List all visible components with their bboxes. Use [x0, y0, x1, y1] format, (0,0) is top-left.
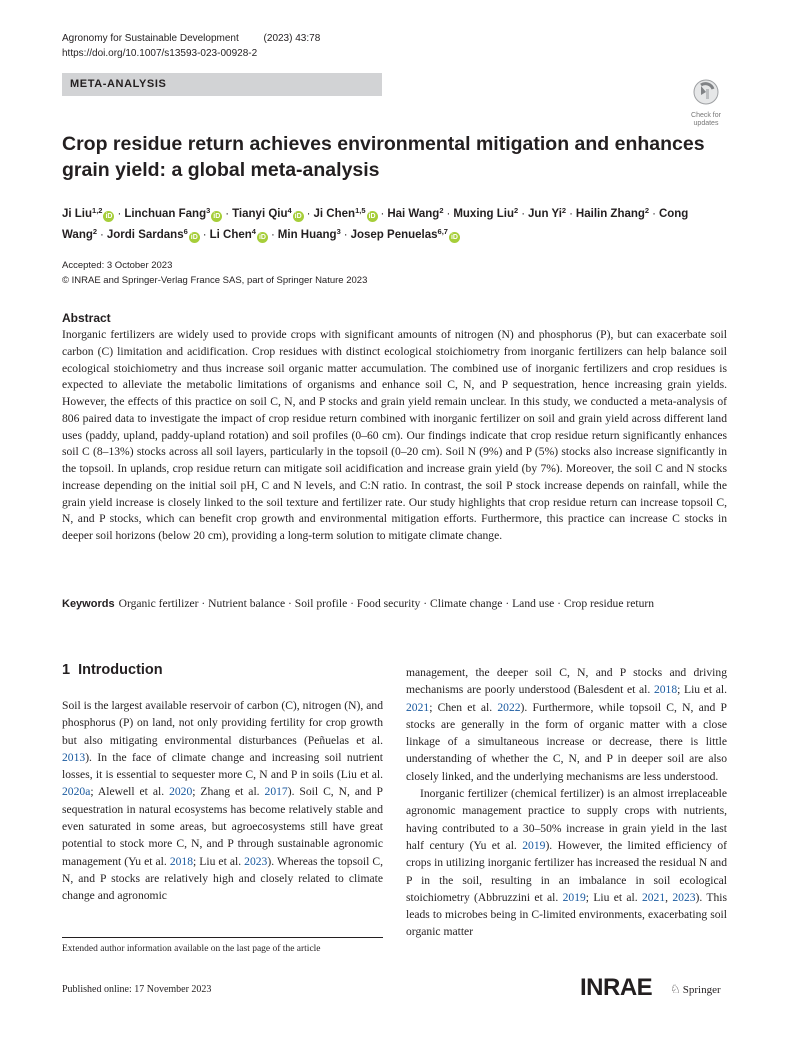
author-name: Li Chen [209, 229, 252, 241]
author-name: Hailin Zhang [575, 208, 645, 220]
intro-left-column [62, 697, 383, 905]
author-affiliation: 6 [183, 227, 188, 236]
citation-link[interactable]: 2023 [244, 854, 268, 868]
orcid-icon[interactable]: iD [294, 213, 302, 220]
body-text: Inorganic fertilizer (chemical fertilizer) is an almost irreplaceable agronomic management practice to supply crops with nutrients, having contributed to a 30–50% increase in grain yield in the last half century (Yu et al. [406, 787, 727, 852]
section-title: Introduction [78, 662, 163, 678]
body-text: ). Whereas the topsoil C, N, and P stocks are relatively high and closely related to climate change and agronomic [62, 854, 383, 903]
orcid-icon[interactable]: iD [190, 234, 198, 241]
author-affiliation: 4 [251, 227, 256, 236]
citation-link[interactable]: 2019 [562, 890, 586, 904]
keywords-text: Organic fertilizer · Nutrient balance · Soil profile · Food security · Climate change · Land use · Crop residue return [118, 597, 655, 610]
citation-link[interactable]: 2023 [672, 890, 696, 904]
section-number: 1 [62, 662, 71, 678]
author [107, 229, 200, 241]
springer-label: Springer [682, 984, 721, 996]
citation-link[interactable]: 2021 [641, 890, 666, 904]
author-affiliation: 2 [514, 206, 519, 215]
body-text: ; Alewell et al. [90, 785, 170, 799]
body-text: ; Liu et al. [677, 683, 727, 697]
author [278, 229, 341, 241]
orcid-icon[interactable]: iD [450, 234, 458, 241]
author [576, 208, 649, 220]
author-affiliation: 6,7 [437, 227, 448, 236]
journal-name: Agronomy for Sustainable Development [62, 33, 239, 44]
body-text: ). Soil C, N, and P sequestration in natural ecosystems has become relatively stable and even saturated in some areas, but agroecosystems still have great potential to stock more C, N, and P through sustainable agronomic management (Yu et al. [62, 785, 383, 868]
author [232, 208, 304, 220]
citation-link[interactable]: 2020 [169, 785, 193, 799]
body-text: ). This leads to microbes being in C-limited environments, exacerbating soil organic matter [406, 890, 727, 939]
footnote-divider [62, 937, 383, 938]
abstract-text: Inorganic fertilizers are widely used to provide crops with significant amounts of nitrogen (N) and phosphorus (P), but can exacerbate soil carbon (C) limitation and acidification. Crop residues with distinct ecological stoichiometry from inorganic fertilizers can help balance soil ecological stoichiometry and thus increase soil organic matter accumulation. The combined use of inorganic fertilizers and crop residues is expected to alleviate the metabolic limitations of organisms and enhance soil C, N, and P sequestration, hence increasing grain yields. However, the effects of this practice on soil C, N, and P stocks and grain yield remain unclear. In this study, we conducted a meta-analysis of 806 paired data to investigate the impact of crop residue return combined with inorganic fertilizer on soil and grain yield across different land uses (paddy, upland, paddy-upland rotation) and soil profiles (0–60 cm). Our findings indicate that crop residue return significantly enhances soil C (8–13%) stocks across all soil layers, particularly in the topsoil (0–20 cm). Soil N (9%) and P (5%) stocks also increase significantly in the topsoil. In uplands, crop residue return can mitigate soil acidification and increase grain yield (by 7%). Moreover, the soil C and N stocks increase depending on the initial soil pH, C and N levels, and C:N ratio. In contrast, the soil P stock increase depends on rainfall, while the grain yield increase is closely linked to the soil texture and fertilizer rate. Our study highlights that crop residue return can increase topsoil C, N, and P stocks, which can benefit crop growth and environmental mitigation efforts. Furthermore, this practice can increase C stocks in deeper soil horizons (below 20 cm), providing a long-term solution to mitigate climate change. [62, 328, 727, 542]
body-text: ). However, the limited efficiency of crops in utilizing inorganic fertilizer has increased the residual N and P in the soil, resulting in an imbalance in soil ecological stoichiometry (Abbruzzini et al. [406, 838, 727, 904]
check-updates-label: Check for updates [691, 112, 721, 127]
citation-link[interactable]: 2020a [62, 785, 91, 799]
author-separator: · [521, 208, 526, 220]
orcid-icon[interactable]: iD [258, 234, 266, 241]
intro-right-column [406, 664, 727, 941]
body-text: ). Furthermore, while topsoil C, N, and P stocks are generally in the form of organic matter with a close linkage of a simultaneous increase or decrease, there is little understanding of whether the C, N, and P in deeper soil are also closely linked, and the underlying mechanisms are less understood. [406, 700, 728, 783]
author [210, 229, 268, 241]
author [387, 208, 443, 220]
journal-volume: (2023) 43:78 [263, 33, 321, 44]
journal-line [62, 33, 320, 44]
intro-paragraph [406, 666, 727, 783]
author-name: Muxing Liu [453, 208, 515, 220]
article-dates [62, 258, 367, 288]
section-heading-introduction [62, 662, 163, 678]
author-affiliation: 2 [439, 206, 444, 215]
author [351, 229, 460, 241]
doi-link[interactable]: https://doi.org/10.1007/s13593-023-00928-2 [62, 48, 258, 59]
footnote: Extended author information available on the last page of the article [62, 944, 321, 954]
author-separator: · [380, 208, 385, 220]
author-name: Cong Wang [62, 208, 689, 241]
citation-link[interactable]: 2022 [497, 700, 521, 714]
intro-paragraph [406, 785, 727, 941]
check-updates-icon [693, 79, 719, 105]
author-affiliation: 2 [644, 206, 650, 215]
author-affiliation: 1,5 [355, 206, 366, 215]
author-affiliation: 3 [336, 227, 341, 236]
author-name: Ji Chen [313, 208, 356, 220]
orcid-icon[interactable]: iD [368, 213, 376, 220]
keywords [62, 596, 727, 613]
citation-link[interactable]: 2018 [653, 683, 678, 697]
author-name: Jordi Sardans [106, 229, 184, 241]
body-text: Soil is the largest available reservoir of carbon (C), nitrogen (N), and phosphorus (P) on land, not only providing fertility for crop growth but also mitigating environmental disturbances (Peñuelas et al. [62, 699, 383, 747]
author-separator: · [270, 229, 275, 241]
author-name: Ji Liu [62, 208, 93, 220]
author-separator: · [117, 208, 122, 220]
author-affiliation: 2 [561, 206, 567, 215]
author-separator: · [202, 229, 207, 241]
author-name: Josep Penuelas [350, 229, 438, 241]
article-title: Crop residue return achieves environmental mitigation and enhances grain yield: a global meta-analysis [62, 133, 705, 181]
abstract-heading: Abstract [62, 311, 111, 325]
author-separator: · [306, 208, 311, 220]
keywords-label: Keywords [62, 598, 115, 610]
author-name: Hai Wang [387, 208, 440, 220]
author-name: Linchuan Fang [124, 208, 207, 220]
citation-link[interactable]: 2013 [62, 750, 86, 764]
body-text: ; Chen et al. [429, 700, 498, 714]
author-separator: · [100, 229, 104, 241]
author-separator: · [225, 208, 230, 220]
author-name: Min Huang [277, 229, 337, 241]
springer-horse-icon: ♘ [670, 982, 681, 996]
author [453, 208, 518, 220]
author-list [62, 202, 722, 244]
inrae-logo: INRAE [580, 974, 653, 1001]
author [62, 208, 114, 220]
citation-link[interactable]: 2021 [406, 700, 430, 714]
orcid-icon[interactable]: iD [213, 213, 221, 220]
author [124, 208, 222, 220]
body-text: ). In the face of climate change and increasing soil nutrient losses, it is essential to sequester more C, N and P in soils (Liu et al. [62, 750, 383, 782]
author [314, 208, 378, 220]
author-separator: · [446, 208, 451, 220]
citation-link[interactable]: 2019 [522, 838, 546, 852]
section-label: META-ANALYSIS [62, 73, 382, 96]
citation-link[interactable]: 2017 [264, 785, 288, 799]
published-date: Published online: 17 November 2023 [62, 984, 212, 995]
body-text: ; Liu et al. [193, 854, 245, 868]
body-text: management, the deeper soil C, N, and P stocks and driving mechanisms are poorly understood (Balesdent et al. [406, 666, 727, 697]
author-affiliation: 4 [287, 206, 292, 215]
body-text: ; Liu et al. [585, 890, 642, 904]
author-affiliation: 3 [206, 206, 211, 215]
body-text: ; Zhang et al. [192, 785, 265, 799]
author-affiliation: 2 [92, 227, 98, 236]
springer-logo [670, 982, 721, 997]
author [528, 208, 566, 220]
orcid-icon[interactable]: iD [105, 213, 113, 220]
author-separator: · [652, 208, 656, 220]
author-affiliation: 1,2 [92, 206, 103, 215]
check-for-updates-badge[interactable] [686, 79, 726, 127]
author-separator: · [569, 208, 573, 220]
author-separator: · [343, 229, 348, 241]
author-name: Tianyi Qiu [232, 208, 288, 220]
author-name: Jun Yi [528, 208, 562, 220]
body-text: , [665, 890, 673, 904]
copyright-notice: © INRAE and Springer-Verlag France SAS, part of Springer Nature 2023 [62, 275, 368, 286]
citation-link[interactable]: 2018 [169, 854, 193, 868]
accepted-date: Accepted: 3 October 2023 [62, 260, 173, 271]
